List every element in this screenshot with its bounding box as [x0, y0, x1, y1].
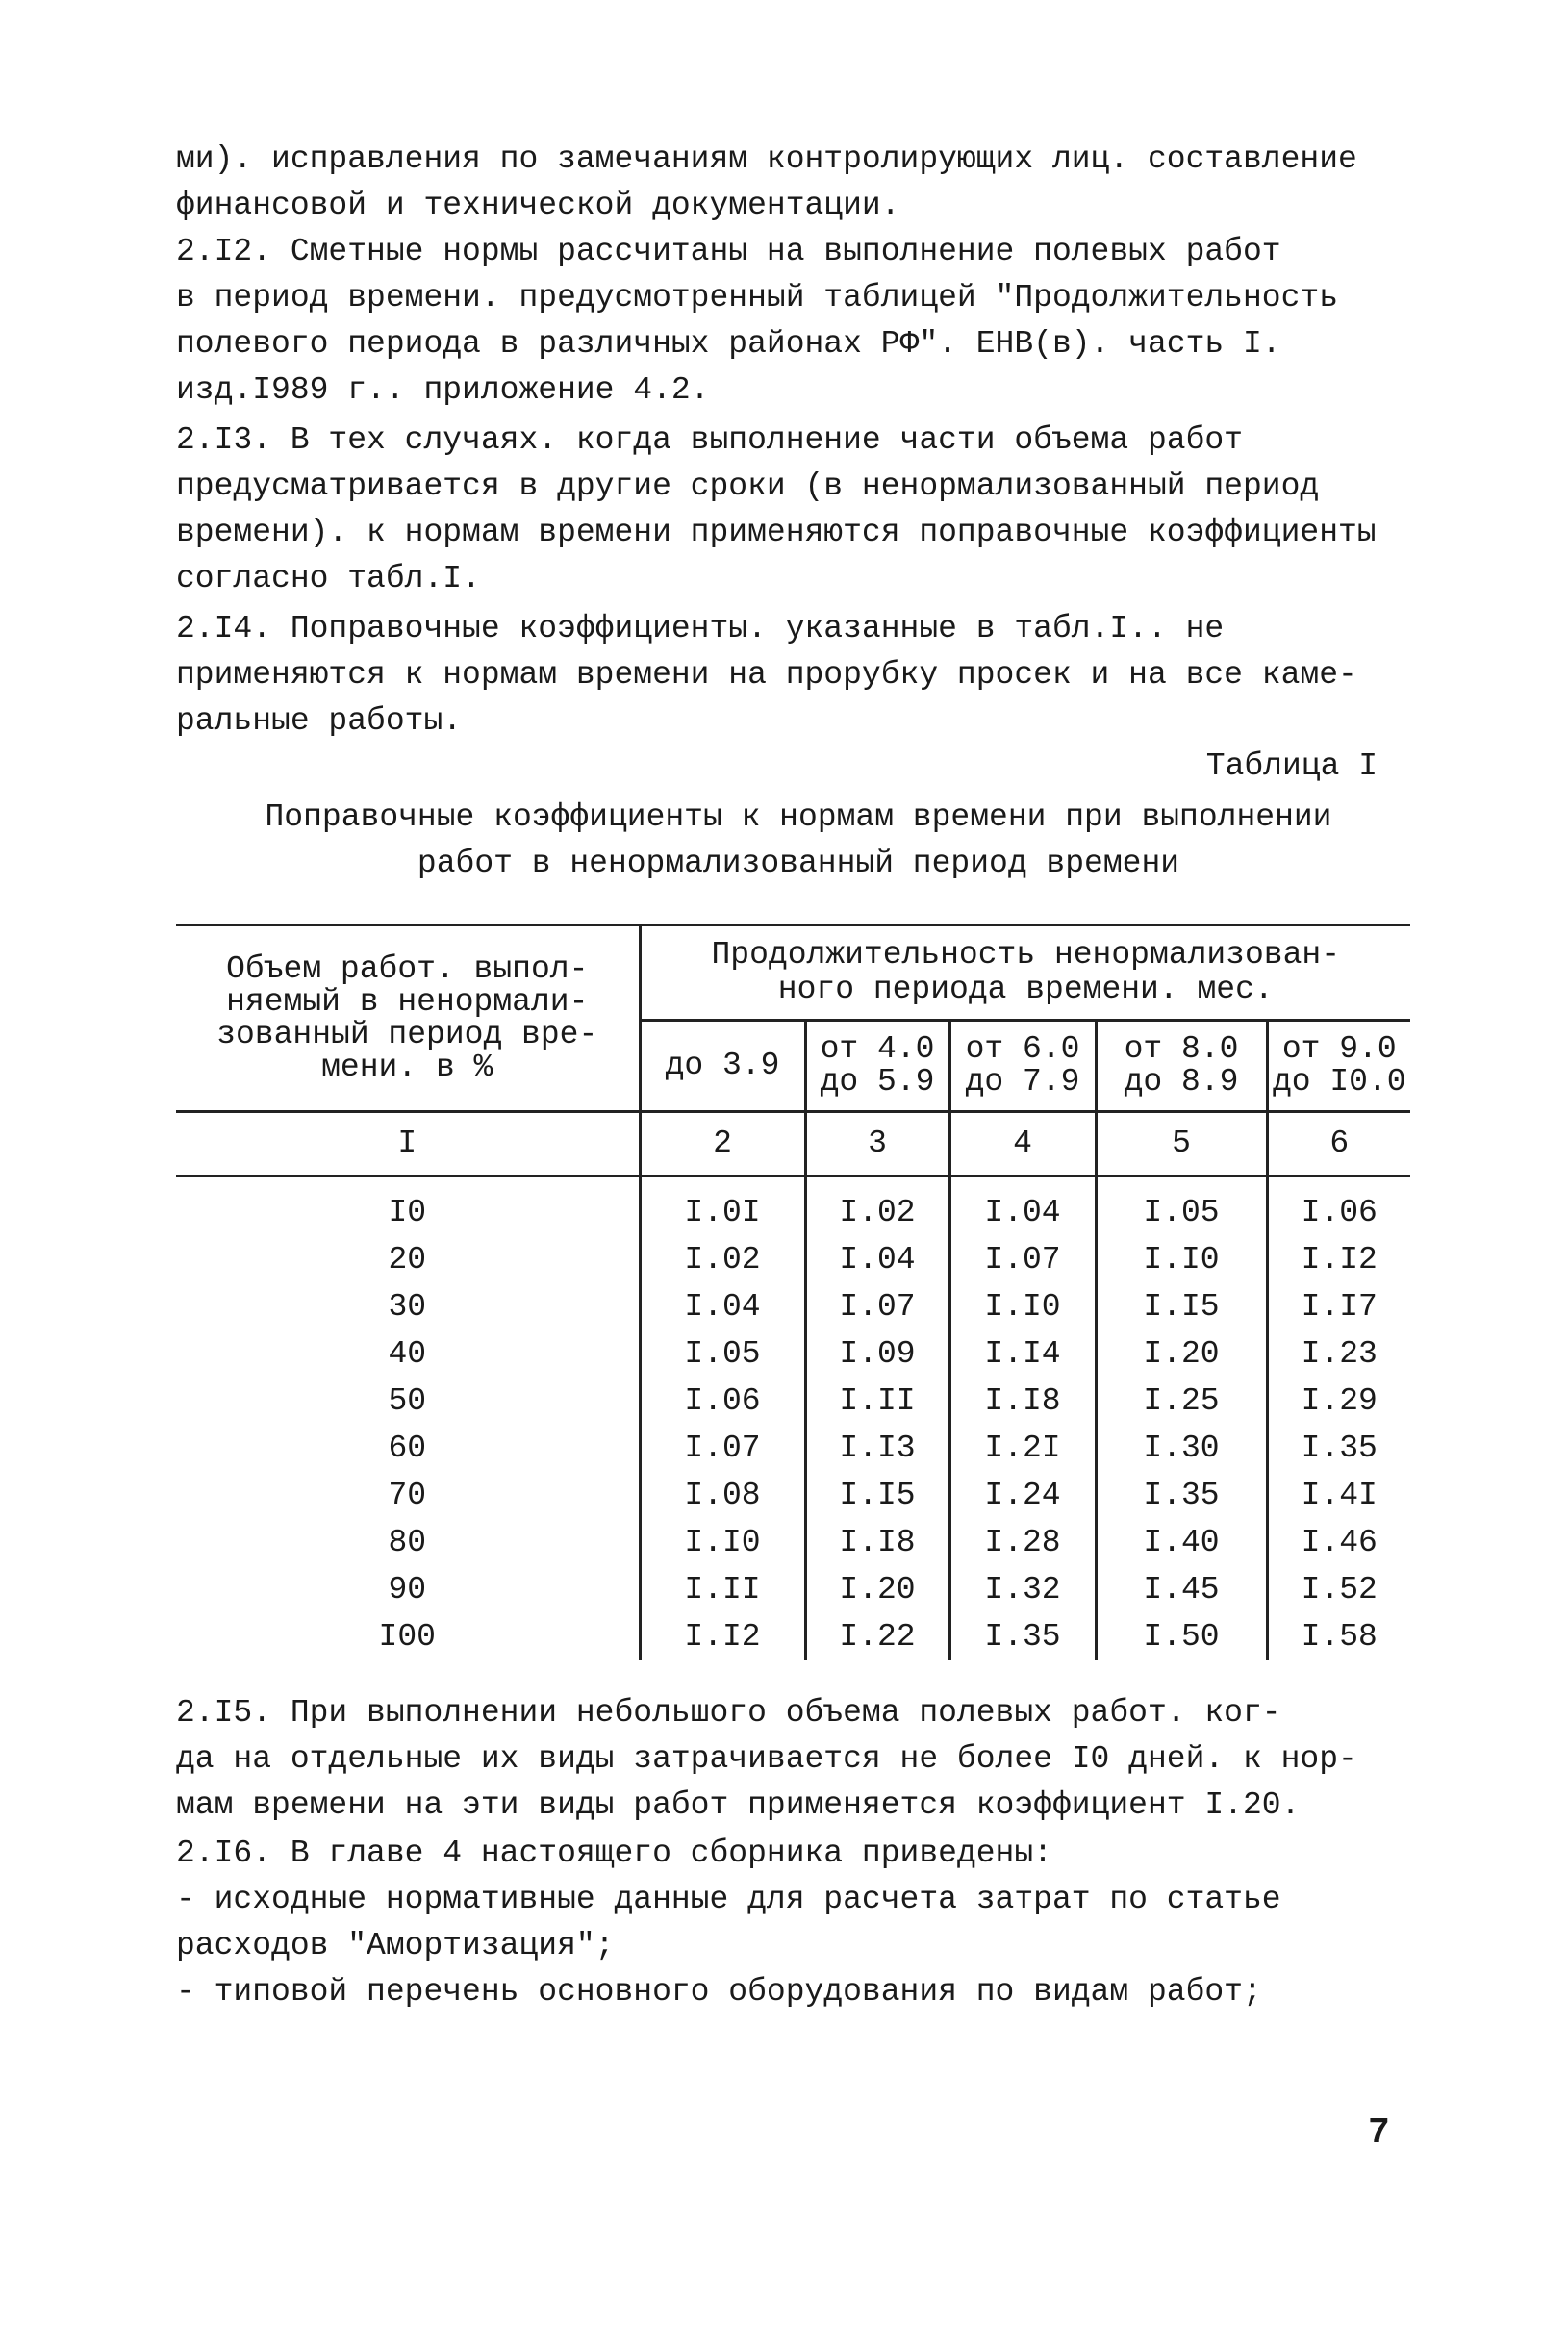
coefficient-cell: I.0I [640, 1177, 805, 1237]
coefficient-cell: I.I2 [1267, 1236, 1410, 1283]
coefficient-cell: I.58 [1267, 1613, 1410, 1660]
text-line: 2.I5. При выполнении небольшого объема полевых работ. ког- [176, 1695, 1281, 1731]
paragraph-2-14 [176, 606, 1427, 745]
coefficient-cell: I.52 [1267, 1566, 1410, 1613]
coefficient-cell: I.06 [1267, 1177, 1410, 1237]
coefficient-cell: I.35 [949, 1613, 1096, 1660]
coefficients-table [176, 924, 1410, 1660]
column-number: I [176, 1112, 640, 1177]
page-number: 7 [1368, 2113, 1390, 2154]
table-body [176, 1177, 1410, 1661]
list-item-equipment [176, 1969, 1427, 2015]
coefficient-cell: I.09 [805, 1330, 949, 1378]
table-row [176, 1519, 1410, 1566]
paragraph-continuation [176, 137, 1427, 229]
coefficient-cell: I.07 [805, 1283, 949, 1330]
coefficient-cell: I.05 [640, 1330, 805, 1378]
text-line: ми). исправления по замечаниям контролирующих лиц. составление [176, 141, 1357, 177]
volume-cell: I0 [388, 1194, 427, 1230]
header-volume [176, 925, 640, 1112]
volume-cell: 50 [388, 1382, 427, 1419]
table-row [176, 1566, 1410, 1613]
table-label: Таблица I [1205, 748, 1378, 784]
subheader-line: от 8.0 [1124, 1031, 1239, 1067]
coefficient-cell: I.22 [805, 1613, 949, 1660]
volume-cell: 30 [388, 1288, 427, 1325]
coefficient-cell: I.I4 [949, 1330, 1096, 1378]
volume-cell: 90 [388, 1571, 427, 1608]
coefficient-cell: I.32 [949, 1566, 1096, 1613]
coefficient-cell: I.29 [1267, 1378, 1410, 1425]
coefficient-cell: I.I0 [949, 1283, 1096, 1330]
paragraph-2-16 [176, 1831, 1427, 1877]
text-line: применяются к нормам времени на прорубку просек и на все каме- [176, 657, 1357, 693]
column-number: 2 [640, 1112, 805, 1177]
coefficient-cell: I.50 [1096, 1613, 1267, 1660]
volume-cell: 40 [388, 1335, 427, 1372]
subheader-line: до 3.9 [665, 1048, 780, 1083]
table-row [176, 1378, 1410, 1425]
coefficient-cell: I.04 [640, 1283, 805, 1330]
coefficient-cell: I.I7 [1267, 1283, 1410, 1330]
column-number: 5 [1096, 1112, 1267, 1177]
volume-cell: 20 [388, 1241, 427, 1278]
text-line: согласно табл.I. [176, 561, 481, 596]
coefficient-cell: I.04 [949, 1177, 1096, 1237]
coefficient-cell: I.40 [1096, 1519, 1267, 1566]
header-line: Объем работ. выпол- [226, 951, 589, 987]
coefficient-cell: I.I2 [640, 1613, 805, 1660]
volume-cell: 70 [388, 1477, 427, 1513]
coefficient-cell: I.2I [949, 1425, 1096, 1472]
subheader-line: до 5.9 [820, 1064, 935, 1100]
text-line: 2.I2. Сметные нормы рассчитаны на выполнение полевых работ [176, 234, 1281, 269]
text-line: полевого периода в различных районах РФ". ЕНВ(в). часть I. [176, 326, 1281, 362]
coefficient-cell: I.35 [1267, 1425, 1410, 1472]
subheader-line: от 9.0 [1281, 1031, 1397, 1067]
table-row [176, 1472, 1410, 1519]
coefficient-cell: I.04 [805, 1236, 949, 1283]
coefficient-cell: I.II [640, 1566, 805, 1613]
coefficient-cell: I.I5 [1096, 1283, 1267, 1330]
coefficient-cell: I.07 [640, 1425, 805, 1472]
header-line: ного периода времени. мес. [777, 972, 1274, 1007]
text-line: 2.I6. В главе 4 настоящего сборника приведены: [176, 1835, 1052, 1871]
coefficient-cell: I.02 [805, 1177, 949, 1237]
text-line: предусматривается в другие сроки (в ненормализованный период [176, 468, 1320, 504]
coefficient-cell: I.02 [640, 1236, 805, 1283]
header-line: Продолжительность ненормализован- [711, 937, 1340, 973]
coefficient-cell: I.25 [1096, 1378, 1267, 1425]
coefficient-cell: I.I3 [805, 1425, 949, 1472]
text-line: изд.I989 г.. приложение 4.2. [176, 372, 710, 408]
coefficient-cell: I.28 [949, 1519, 1096, 1566]
paragraph-2-15 [176, 1690, 1427, 1829]
subheader-col-6 [1267, 1021, 1410, 1112]
subheader-line: до 8.9 [1124, 1064, 1239, 1100]
table-row [176, 1283, 1410, 1330]
column-number: 4 [949, 1112, 1096, 1177]
text-line: расходов "Амортизация"; [176, 1928, 615, 1963]
coefficient-cell: I.I8 [805, 1519, 949, 1566]
text-line: мам времени на эти виды работ применяется коэффициент I.20. [176, 1787, 1301, 1823]
coefficient-cell: I.II [805, 1378, 949, 1425]
table-row [176, 1330, 1410, 1378]
coefficient-cell: I.24 [949, 1472, 1096, 1519]
header-line: мени. в % [321, 1050, 493, 1085]
coefficient-cell: I.4I [1267, 1472, 1410, 1519]
volume-cell: I00 [378, 1618, 436, 1655]
paragraph-2-13 [176, 418, 1427, 602]
column-number: 6 [1267, 1112, 1410, 1177]
table-row [176, 1236, 1410, 1283]
paragraph-2-12 [176, 229, 1427, 414]
table-row [176, 1177, 1410, 1237]
coefficient-cell: I.I5 [805, 1472, 949, 1519]
subheader-line: до I0.0 [1272, 1064, 1406, 1100]
coefficient-cell: I.06 [640, 1378, 805, 1425]
subheader-col-2 [640, 1021, 805, 1112]
header-line: зованный период вре- [216, 1017, 598, 1052]
text-line: финансовой и технической документации. [176, 188, 900, 223]
header-duration [640, 925, 1410, 1021]
volume-cell: 80 [388, 1524, 427, 1560]
coefficient-cell: I.20 [805, 1566, 949, 1613]
subheader-line: от 4.0 [820, 1031, 935, 1067]
text-line: ральные работы. [176, 703, 463, 739]
subheader-col-5 [1096, 1021, 1267, 1112]
coefficient-cell: I.05 [1096, 1177, 1267, 1237]
coefficient-cell: I.07 [949, 1236, 1096, 1283]
coefficient-cell: I.20 [1096, 1330, 1267, 1378]
coefficient-cell: I.I8 [949, 1378, 1096, 1425]
text-line: - типовой перечень основного оборудования по видам работ; [176, 1974, 1262, 2010]
list-item-amortization [176, 1877, 1427, 1969]
coefficient-cell: I.I0 [1096, 1236, 1267, 1283]
subheader-col-3 [805, 1021, 949, 1112]
header-line: няемый в ненормали- [226, 984, 589, 1020]
table-title [240, 795, 1356, 887]
coefficient-cell: I.30 [1096, 1425, 1267, 1472]
column-number-row [176, 1112, 1410, 1177]
text-line: 2.I3. В тех случаях. когда выполнение части объема работ [176, 422, 1243, 458]
coefficient-cell: I.I0 [640, 1519, 805, 1566]
coefficient-cell: I.45 [1096, 1566, 1267, 1613]
volume-cell: 60 [388, 1430, 427, 1466]
table-row [176, 1425, 1410, 1472]
coefficient-cell: I.23 [1267, 1330, 1410, 1378]
subheader-col-4 [949, 1021, 1096, 1112]
table-row [176, 1613, 1410, 1660]
table-title-line: Поправочные коэффициенты к нормам времени при выполнении [265, 799, 1332, 835]
table-title-line: работ в ненормализованный период времени [417, 846, 1180, 881]
text-line: времени). к нормам времени применяются поправочные коэффициенты [176, 515, 1377, 550]
coefficient-cell: I.08 [640, 1472, 805, 1519]
text-line: в период времени. предусмотренный таблицей "Продолжительность [176, 280, 1338, 316]
coefficient-cell: I.46 [1267, 1519, 1410, 1566]
text-line: - исходные нормативные данные для расчета затрат по статье [176, 1882, 1281, 1917]
text-line: 2.I4. Поправочные коэффициенты. указанные в табл.I.. не [176, 611, 1225, 646]
coefficient-cell: I.35 [1096, 1472, 1267, 1519]
text-line: да на отдельные их виды затрачивается не более I0 дней. к нор- [176, 1741, 1357, 1777]
column-number: 3 [805, 1112, 949, 1177]
subheader-line: до 7.9 [965, 1064, 1080, 1100]
subheader-line: от 6.0 [965, 1031, 1080, 1067]
